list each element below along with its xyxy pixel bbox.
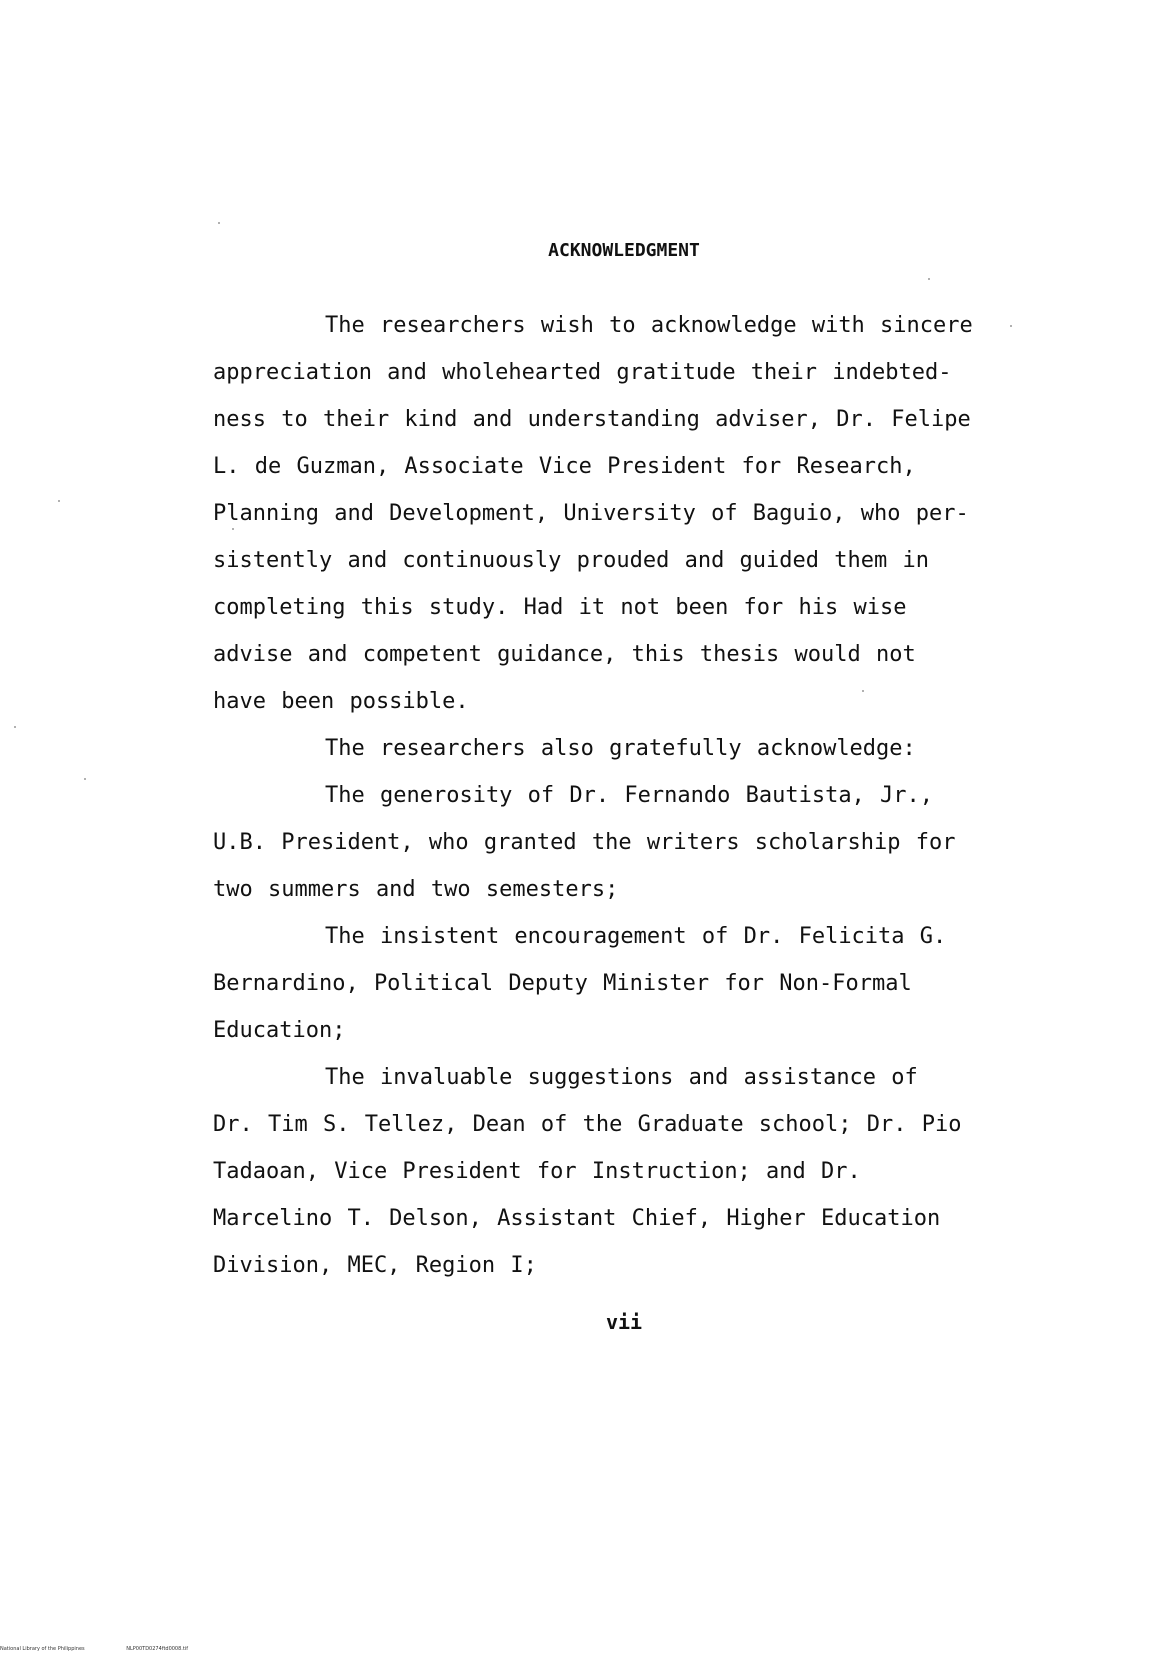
text-line: have been possible. — [213, 689, 469, 714]
text-line: The insistent encouragement of Dr. Felicita G. — [325, 924, 947, 949]
text-line: U.B. President, who granted the writers scholarship for — [213, 830, 956, 855]
text-line: appreciation and wholehearted gratitude their indebted- — [213, 360, 952, 385]
text-line: The generosity of Dr. Fernando Bautista, Jr., — [325, 783, 934, 808]
text-line: The invaluable suggestions and assistance of — [325, 1065, 918, 1090]
scan-speck — [84, 778, 86, 780]
scan-footer — [0, 1646, 228, 1652]
text-line: ness to their kind and understanding adviser, Dr. Felipe — [213, 407, 971, 432]
text-line: Bernardino, Political Deputy Minister for Non-Formal — [213, 971, 912, 996]
footer-library: National Library of the Philippines — [0, 1646, 85, 1652]
text-line: Division, MEC, Region I; — [213, 1253, 537, 1278]
page-heading: ACKNOWLEDGMENT — [548, 240, 700, 261]
text-line: Education; — [213, 1018, 346, 1043]
text-line: advise and competent guidance, this thesis would not — [213, 642, 916, 667]
footer-file: NLP00TD0274ftd0008.tif — [126, 1646, 188, 1652]
text-line: L. de Guzman, Associate Vice President for Research, — [213, 454, 916, 479]
text-line: completing this study. Had it not been for his wise — [213, 595, 907, 620]
body-text — [213, 302, 1013, 1289]
text-line: The researchers wish to acknowledge with sincere — [325, 313, 973, 338]
text-line: sistently and continuously prouded and guided them in — [213, 548, 929, 573]
text-line: two summers and two semesters; — [213, 877, 619, 902]
scan-speck — [58, 500, 60, 502]
scan-speck — [218, 222, 220, 224]
scan-speck — [862, 690, 864, 692]
page-number: vii — [605, 1310, 643, 1334]
scan-speck — [14, 726, 16, 728]
text-line: Marcelino T. Delson, Assistant Chief, Higher Education — [213, 1206, 941, 1231]
scan-speck — [1010, 325, 1012, 327]
text-line: Tadaoan, Vice President for Instruction; and Dr. — [213, 1159, 861, 1184]
text-line: Planning and Development, University of Baguio, who per- — [213, 501, 969, 526]
text-line: The researchers also gratefully acknowledge: — [325, 736, 916, 761]
scan-speck — [928, 278, 930, 280]
scan-speck — [232, 528, 234, 530]
text-line: Dr. Tim S. Tellez, Dean of the Graduate school; Dr. Pio — [213, 1112, 962, 1137]
